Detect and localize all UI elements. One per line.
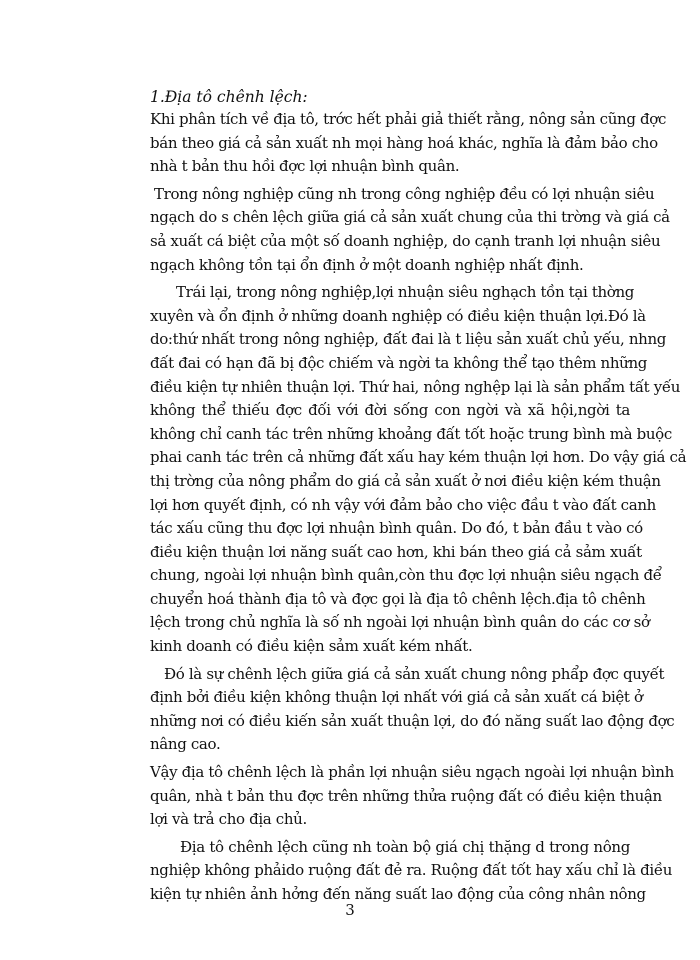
text-line: không thể thiếu đợc đối với đời sống con ngời và xã hội,ngời ta [150, 401, 630, 420]
text-line: Đó là sự chênh lệch giữa giá cả sản xuất chung nông phẩp đợc quyết [164, 664, 665, 683]
text-line: lệch trong chủ nghĩa là số nh ngoài lợi nhuận bình quân do các cơ sở [150, 613, 650, 632]
text-line: xuyên và ổn định ở những doanh nghiệp có điều kiện thuận lợi.Đó là [150, 306, 646, 325]
text-line: nhà t bản thu hồi đợc lợi nhuận bình quân. [150, 157, 460, 176]
paragraph-list [150, 108, 687, 907]
text-line: nghiệp không phảido ruộng đất đẻ ra. Ruộng đất tốt hay xấu chỉ là điều [150, 861, 673, 880]
page-number: 3 [345, 901, 355, 919]
section-heading: 1.Địa tô chênh lệch: [150, 88, 308, 106]
text-line: điều kiện tự nhiên thuận lợi. Thứ hai, nông nghệp lại là sản phẩm tất yếu [150, 377, 681, 396]
text-line: những nơi có điều kiến sản xuất thuận lợi, do đó năng suất lao động đợc [150, 711, 675, 730]
document-body [150, 86, 687, 907]
text-line: Trái lại, trong nông nghiệp,lợi nhuận siêu nghạch tồn tại thờng [176, 283, 635, 302]
text-line: nâng cao. [150, 735, 221, 754]
text-line: chung, ngoài lợi nhuận bình quân,còn thu đợc lợi nhuận siêu ngạch để [150, 566, 662, 585]
text-line: đất đai có hạn đã bị độc chiếm và ngời ta không thể tạo thêm những [150, 353, 648, 372]
text-line: kinh doanh có điều kiện sảm xuất kém nhất. [150, 637, 473, 656]
text-line: lợi hơn quyết định, có nh vậy với đảm bảo cho việc đầu t vào đất canh [150, 495, 656, 514]
text-line: sả xuất cá biệt của một số doanh nghiệp, do cạnh tranh lợi nhuận siêu [150, 231, 661, 250]
paragraph [150, 108, 667, 179]
text-line: Trong nông nghiệp cũng nh trong công nghiệp đều có lợi nhuận siêu [154, 184, 655, 203]
text-line: bán theo giá cả sản xuất nh mọi hàng hoá khác, nghĩa là đảm bảo cho [150, 133, 658, 152]
text-line: do:thứ nhất trong nông nghiệp, đất đai là t liệu sản xuất chủ yếu, nhng [150, 330, 667, 349]
paragraph [150, 663, 675, 757]
text-line: thị trờng của nông phẩm do giá cả sản xuất ở nơi điều kiện kém thuận [150, 471, 661, 490]
paragraph [150, 761, 674, 832]
text-line: lợi và trả cho địa chủ. [150, 810, 307, 829]
text-line: định bởi điều kiện không thuận lợi nhất với giá cả sản xuất cá biệt ở [150, 688, 643, 707]
text-line: chuyển hoá thành địa tô và đợc gọi là địa tô chênh lệch.địa tô chênh [150, 589, 646, 608]
text-line: điều kiện thuận lơi năng suất cao hơn, khi bán theo giá cả sảm xuất [150, 542, 642, 561]
text-line: ngạch không tồn tại ổn định ở một doanh nghiệp nhất định. [150, 255, 584, 274]
text-line: quân, nhà t bản thu đợc trên những thửa ruộng đất có điều kiện thuận [150, 786, 662, 805]
text-line: không chỉ canh tác trên những khoảng đất tốt hoặc trung bình mà buộc [150, 424, 672, 443]
paragraph [150, 183, 670, 277]
text-line: Khi phân tích về địa tô, trớc hết phải giả thiết rằng, nông sản cũng đợc [150, 110, 667, 128]
text-line: Vậy địa tô chênh lệch là phần lợi nhuận siêu ngạch ngoài lợi nhuận bình [150, 763, 674, 782]
text-line: tác xấu cũng thu đợc lợi nhuận bình quân. Do đó, t bản đầu t vào có [150, 519, 643, 538]
text-line: phai canh tác trên cả những đất xấu hay kém thuận lợi hơn. Do vậy giá cả [150, 448, 687, 467]
text-line: Địa tô chênh lệch cũng nh toàn bộ giá chị thặng d trong nông [180, 837, 630, 856]
paragraph [150, 281, 687, 659]
paragraph [150, 836, 673, 907]
text-line: kiện tự nhiên ảnh hởng đến năng suất lao động của công nhân nông [150, 885, 646, 903]
text-line: ngạch do s chên lệch giữa giá cả sản xuất chung của thi trờng và giá cả [150, 208, 670, 227]
